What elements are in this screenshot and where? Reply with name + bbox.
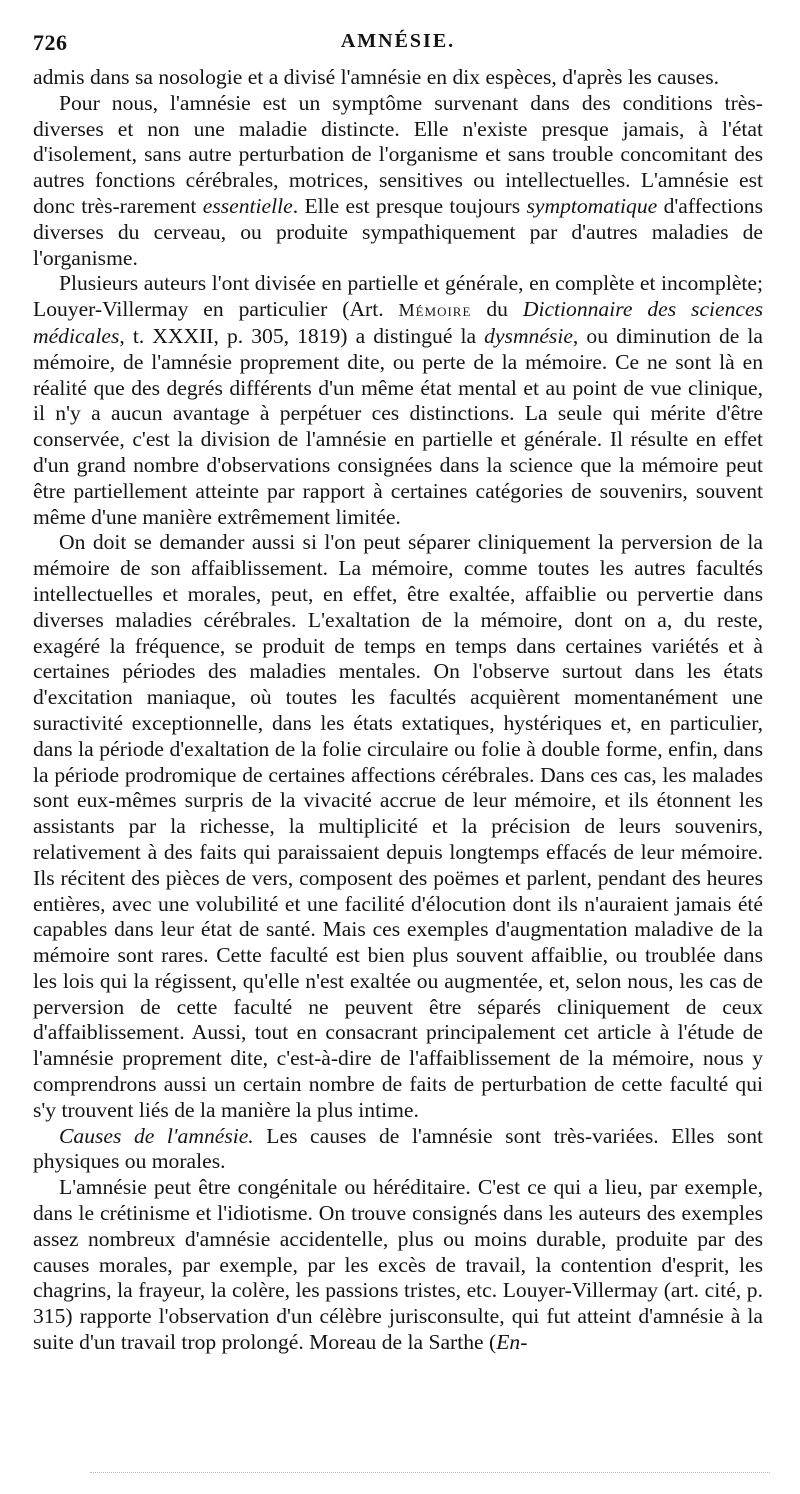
text-run: du <box>471 297 523 322</box>
italic-text-run: essentielle <box>202 193 293 218</box>
text-run: , ou diminution de la mémoire, de l'amnésie proprement dite, ou perte de la mémoire. Ce ne sont là en réalité que des degrés différents d'un même état mental et au point de vue clinique, il n'y a aucun avantage à perpétuer ces distinctions. La seule qui mérite d'être conservée, c'est la division de l'amnésie en partielle et générale. Il résulte en effet d'un grand nombre d'observations consignées dans la science que la mémoire peut être partiellement atteinte par rapport à certaines catégories de souvenirs, souvent même d'une manière extrêmement limitée. <box>33 323 763 529</box>
text-run: d'affections diverses du cerveau, ou produite sympathiquement par d'autres maladies de l'organisme. <box>33 193 763 270</box>
italic-text-run: En- <box>496 1330 528 1355</box>
text-run: , t. XXXII, p. 305, 1819) a distingué la <box>119 323 485 348</box>
paragraph <box>33 91 763 272</box>
text-run: L'amnésie peut être congénitale ou héréditaire. C'est ce qui a lieu, par exemple, dans le crétinisme et l'idiotisme. On trouve consignés dans les auteurs des exemples assez nombreux d'amnésie accidentelle, plus ou moins durable, produite par des causes morales, par exemple, par les excès de travail, la contention d'esprit, les chagrins, la frayeur, la colère, les passions tristes, etc. Louyer-Villermay (art. cité, p. 315) rapporte l'observation d'un célèbre jurisconsulte, qui fut atteint d'amnésie à la suite d'un travail trop prolongé. Moreau de la Sarthe ( <box>33 1175 763 1355</box>
text-run: Pour nous, l'amnésie est un symptôme survenant dans des conditions très-diverses et non une maladie distincte. Elle n'existe presque jamais, à l'état d'isolement, sans autre perturbation de l'organisme et sans trouble concomitant des autres fonctions cérébrales, motrices, sensitives ou intellectuelles. L'amnésie est donc très-rarement <box>33 90 763 218</box>
page-header <box>33 30 763 60</box>
italic-text-run: dysmnésie <box>484 323 573 348</box>
paragraph <box>33 1124 763 1176</box>
paragraph <box>33 1175 763 1356</box>
text-run: On doit se demander aussi si l'on peut séparer cliniquement la perversion de la mémoire de son affaiblissement. La mémoire, comme toutes les autres facultés intellectuelles et morales, peut, en effet, être exaltée, affaiblie ou pervertie dans diverses maladies cérébrales. L'exaltation de la mémoire, dont on a, du reste, exagéré la fréquence, se produit de temps en temps dans certaines variétés et à certaines périodes des maladies mentales. On l'observe surtout dans les états d'excitation maniaque, où toutes les facultés acquièrent momentanément une suractivité exceptionnelle, dans les états extatiques, hystériques et, en particulier, dans la période d'exaltation de la folie circulaire ou folie à double forme, enfin, dans la période prodromique de certaines affections cérébrales. Dans ces cas, les malades sont eux-mêmes surpris de la vivacité accrue de leur mémoire, et ils étonnent les assistants par la richesse, la multiplicité et la précision de leurs souvenirs, relativement à des faits qui paraissaient depuis longtemps effacés de leur mémoire. Ils récitent des pièces de vers, composent des poëmes et parlent, pendant des heures entières, avec une volubilité et une facilité d'élocution dont ils n'auraient jamais été capables dans leur état de santé. Mais ces exemples d'augmentation maladive de la mémoire sont rares. Cette faculté est bien plus souvent affaiblie, ou troublée dans les lois qui la régissent, qu'elle n'est exaltée ou augmentée, et, selon nous, les cas de perversion de cette faculté ne peuvent être séparés cliniquement de ceux d'affaiblissement. Aussi, tout en consacrant principalement cet article à l'étude de l'amnésie proprement dite, c'est-à-dire de l'affaiblissement de la mémoire, nous y comprendrons aussi un certain nombre de faits de perturbation de cette faculté qui s'y trouvent liés de la manière la plus intime. <box>33 530 763 1122</box>
italic-text-run: Causes de l'amnésie. <box>59 1123 254 1148</box>
page-number: 726 <box>33 30 68 55</box>
text-run: Les causes de l'amnésie sont très-variées. Elles sont physiques ou morales. <box>33 1123 764 1174</box>
body-text <box>33 65 763 1356</box>
paragraph <box>33 65 763 91</box>
text-run: Plusieurs auteurs l'ont divisée en partielle et générale, en complète et incomplète; Louyer-Villermay en particulier (Art. <box>33 271 763 322</box>
page-bottom-marks <box>90 1472 770 1477</box>
running-title: AMNÉSIE. <box>340 30 456 52</box>
text-run: admis dans sa nosologie et a divisé l'amnésie en dix espèces, d'après les causes. <box>33 65 719 89</box>
text-run: . Elle est presque toujours <box>292 193 527 218</box>
paragraph <box>33 530 763 1123</box>
italic-text-run: symptomatique <box>526 193 658 218</box>
smallcaps-text-run: Mémoire <box>398 300 472 321</box>
paragraph <box>33 271 763 530</box>
italic-text-run: Dictionnaire des sciences médicales <box>33 297 763 348</box>
